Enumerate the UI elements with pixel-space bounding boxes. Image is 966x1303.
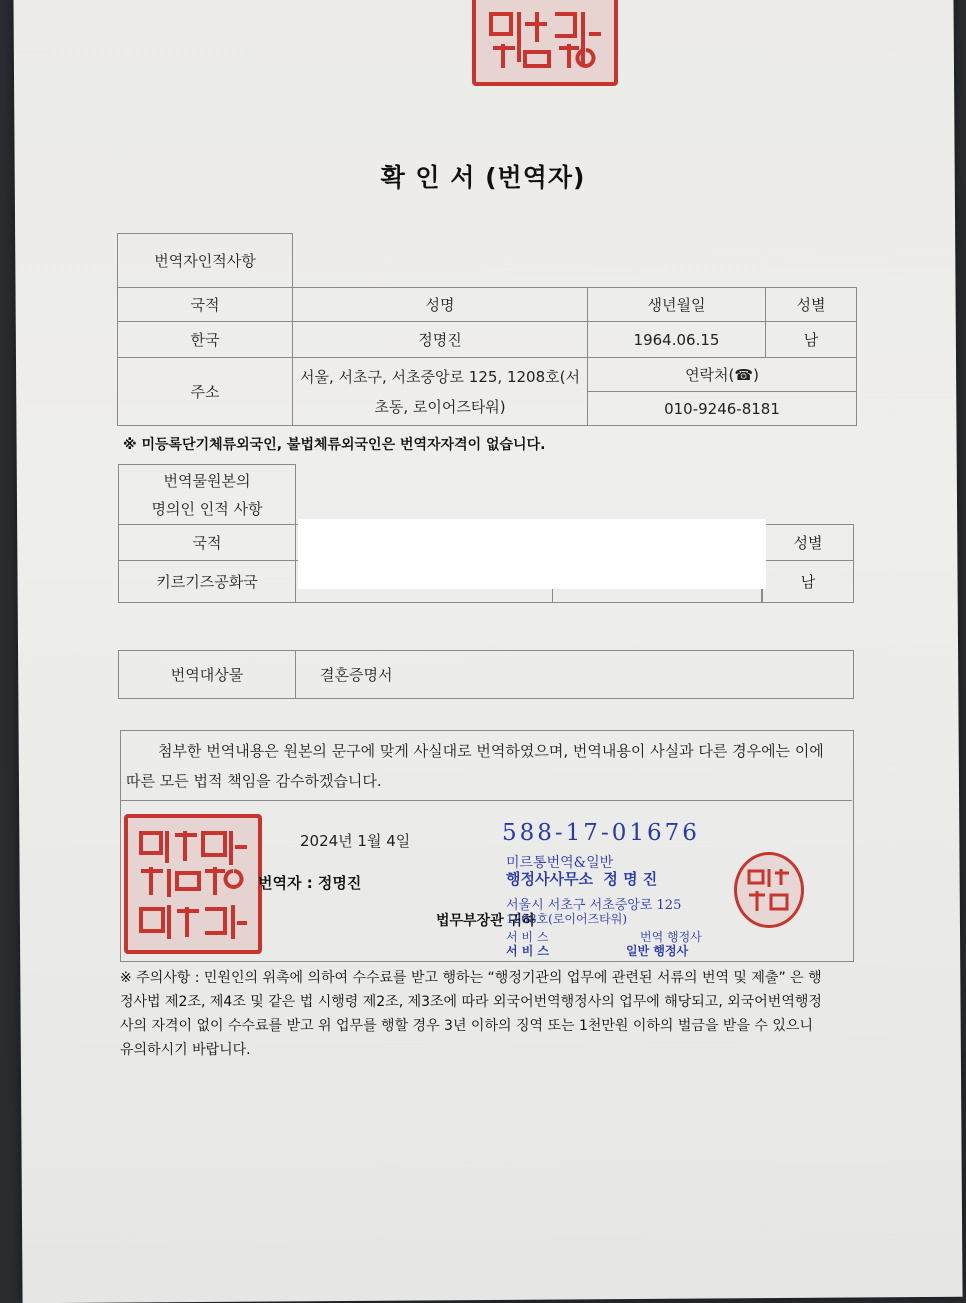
translator-birth: 1964.06.15 (588, 322, 766, 358)
translation-target-table (118, 650, 854, 699)
caution-line-2: 정사법 제2조, 제4조 및 같은 법 시행령 제2조, 제3조에 따라 외국어번역행정사의 업무에 해당되고, 외국어번역행정 (120, 994, 822, 1010)
caution-line-1: ※ 주의사항 : 민원인의 위촉에 의하여 수수료를 받고 행하는 “행정기관의 업무에 관련된 서류의 번역 및 제출” 은 행 (120, 970, 822, 986)
target-label: 번역대상물 (119, 651, 296, 699)
caution-line-4: 유의하시기 바랍니다. (120, 1042, 251, 1058)
translator-seal-stamp (124, 814, 262, 954)
recipient-label: 법무부장관 귀하 (436, 913, 536, 929)
owner-nationality: 키르기즈공화국 (119, 561, 296, 603)
document-title: 확 인 서 (번역자) (380, 163, 586, 192)
eligibility-warning: ※ 미등록단기체류외국인, 불법체류외국인은 번역자자격이 없습니다. (123, 437, 546, 453)
translator-info-table (117, 233, 857, 426)
owner-col-nationality: 국적 (119, 525, 296, 561)
translator-name: 정명진 (293, 322, 588, 358)
col-gender: 성별 (766, 288, 857, 322)
round-seal-stamp (734, 852, 804, 928)
caution-line-3: 사의 자격이 없이 수수료를 받고 위 업무를 행할 경우 3년 이하의 징역 또는 1천만원 이하의 벌금을 받을 수 있으니 (120, 1018, 813, 1034)
translator-nationality: 한국 (118, 322, 293, 358)
col-name: 성명 (293, 288, 588, 322)
owner-col-gender: 성별 (763, 525, 854, 561)
translator-gender: 남 (766, 322, 857, 358)
address-label: 주소 (118, 358, 293, 426)
declaration-line-2: 따른 모든 법적 책임을 감수하겠습니다. (126, 772, 382, 790)
translator-section-header: 번역자인적사항 (118, 234, 293, 288)
top-seal-stamp (472, 0, 618, 86)
registration-number: 588-17-01676 (502, 820, 700, 846)
declaration-line-1: 첨부한 번역내용은 원본의 문구에 맞게 사실대로 번역하였으며, 번역내용이 사실과 다른 경우에는 이에 (158, 742, 824, 760)
stamp-line-3: 서울시 서초구 서초중앙로 125 (506, 898, 682, 913)
stamp-line-5b: 번역 행정사 (640, 930, 702, 944)
stamp-line-2: 행정사사무소 정 명 진 (506, 870, 658, 888)
translator-address (293, 358, 588, 426)
stamp-line-6a: 서 비 스 (506, 944, 550, 958)
stamp-line-6b: 일반 행정사 (626, 944, 689, 958)
declaration-divider (120, 800, 852, 801)
signature-date: 2024년 1월 4일 (300, 832, 411, 850)
owner-section-header (119, 465, 296, 525)
stamp-line-5a: 서 비 스 (506, 930, 549, 944)
stamp-line-1: 미르통번역&일반 (506, 855, 614, 871)
owner-header-line-1: 번역물원본의 (163, 471, 251, 490)
col-birth: 생년월일 (588, 288, 766, 322)
owner-gender: 남 (763, 561, 854, 603)
address-line-2: 초동, 로이어즈타워) (374, 397, 506, 416)
redaction-box (298, 519, 766, 589)
translator-contact: 010-9246-8181 (588, 392, 857, 426)
col-nationality: 국적 (118, 288, 293, 322)
address-line-1: 서울, 서초구, 서초중앙로 125, 1208호(서 (300, 367, 580, 386)
caution-notice (120, 966, 860, 1062)
translator-signature-label: 번역자 : 정명진 (258, 874, 362, 892)
stamp-line-4: 1208호(로이어즈타워) (506, 912, 628, 926)
target-value: 결혼증명서 (296, 651, 854, 699)
owner-header-line-2: 명의인 인적 사항 (151, 499, 263, 518)
contact-label: 연락처(☎) (588, 358, 857, 392)
